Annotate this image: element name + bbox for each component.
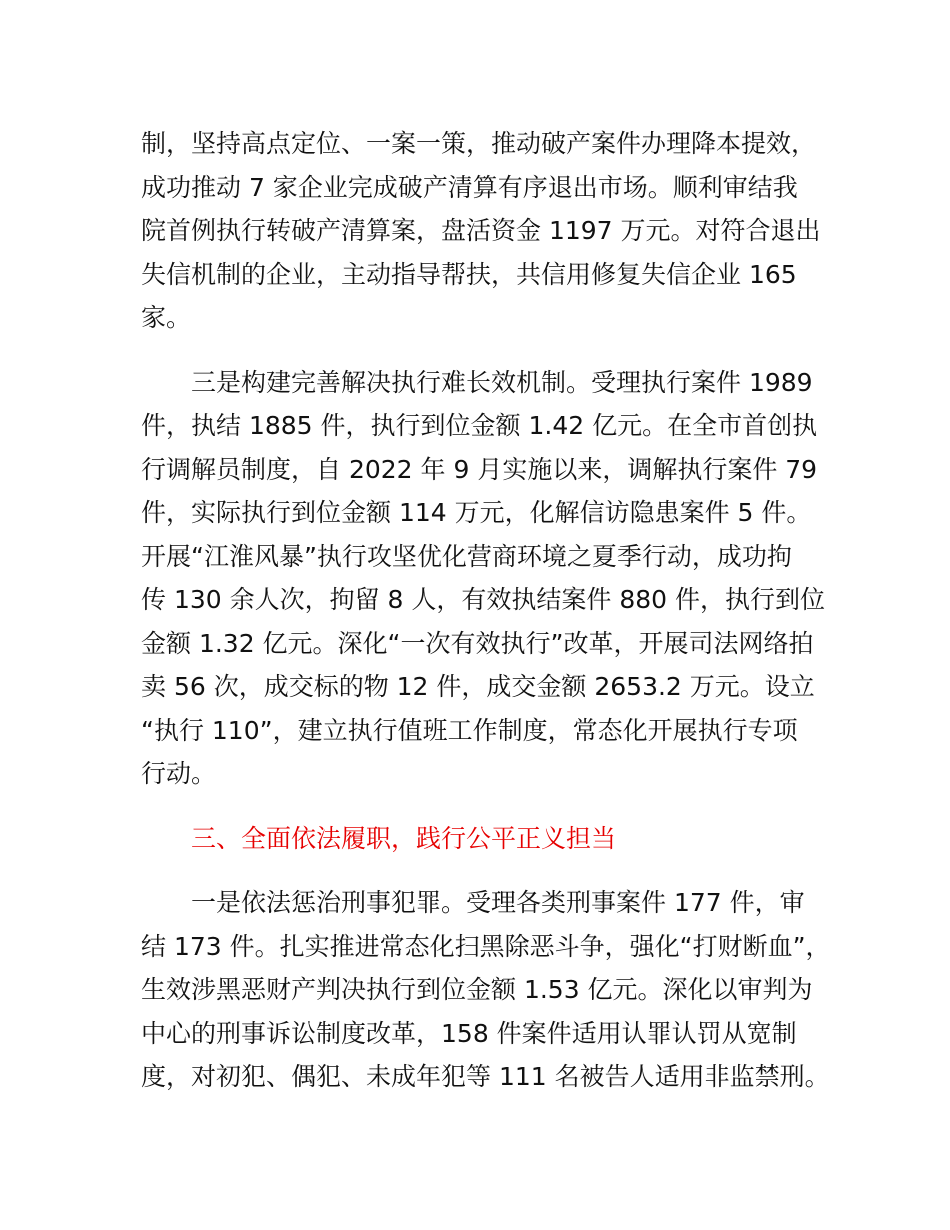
text-line: 传 130 余人次，拘留 8 人，有效执结案件 880 件，执行到位 — [141, 585, 826, 614]
paragraph-gap — [141, 860, 811, 881]
text-line: 开展“江淮风暴”执行攻坚优化营商环境之夏季行动，成功拘 — [141, 541, 792, 571]
text-line: 院首例执行转破产清算案，盘活资金 1197 万元。对符合退出 — [141, 216, 821, 245]
text-line: “执行 110”，建立执行值班工作制度，常态化开展执行专项 — [141, 715, 798, 745]
section-heading — [141, 817, 811, 861]
text-line: 卖 56 次，成交标的物 12 件，成交金额 2653.2 万元。设立 — [141, 672, 815, 701]
text-line: 行调解员制度，自 2022 年 9 月实施以来，调解执行案件 79 — [141, 454, 818, 484]
text-line: 件，执结 1885 件，执行到位金额 1.42 亿元。在全市首创执 — [141, 411, 818, 440]
text-line: 一是依法惩治刑事犯罪。受理各类刑事案件 177 件，审 — [191, 888, 805, 917]
text-line: 生效涉黑恶财产判决执行到位金额 1.53 亿元。深化以审判为 — [141, 975, 813, 1004]
paragraph-gap — [141, 796, 811, 817]
text-line: 中心的刑事诉讼制度改革，158 件案件适用认罪认罚从宽制 — [141, 1018, 797, 1048]
text-line: 金额 1.32 亿元。深化“一次有效执行”改革，开展司法网络拍 — [141, 628, 814, 658]
text-line: 制，坚持高点定位、一案一策，推动破产案件办理降本提效， — [141, 129, 817, 158]
paragraph-criminal — [141, 881, 831, 1099]
paragraph-gap — [141, 340, 811, 361]
paragraph-execution — [141, 361, 826, 796]
text-line: 件，实际执行到位金额 114 万元，化解信访隐患案件 5 件。 — [141, 498, 812, 527]
text-line: 三是构建完善解决执行难长效机制。受理执行案件 1989 — [191, 367, 813, 397]
paragraph-bankruptcy — [141, 122, 821, 340]
text-line: 行动。 — [141, 759, 217, 788]
text-line: 度，对初犯、偶犯、未成年犯等 111 名被告人适用非监禁刑。 — [141, 1062, 830, 1091]
section-heading-text: 三、全面依法履职，践行公平正义担当 — [191, 823, 617, 853]
text-line: 家。 — [141, 303, 192, 332]
document-body — [141, 122, 831, 1099]
text-line: 结 173 件。扎实推进常态化扫黑除恶斗争，强化“打财断血”， — [141, 931, 831, 961]
text-line: 成功推动 7 家企业完成破产清算有序退出市场。顺利审结我 — [141, 172, 798, 202]
text-line: 失信机制的企业，主动指导帮扶，共信用修复失信企业 165 — [141, 259, 797, 289]
